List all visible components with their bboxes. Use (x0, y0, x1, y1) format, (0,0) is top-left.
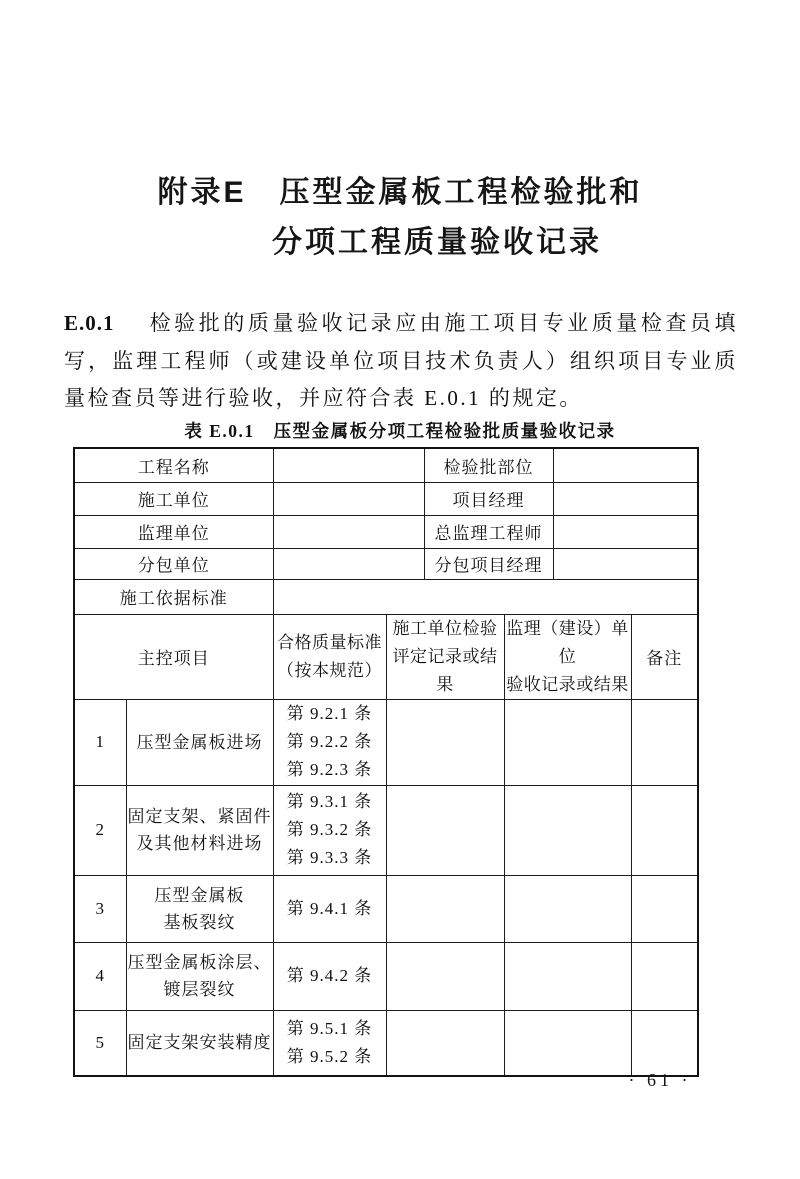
info-value-cell (273, 515, 424, 548)
basis-value-cell (273, 579, 698, 614)
row-contractor-cell (386, 699, 504, 785)
table-header-row (74, 614, 698, 699)
table-caption: 表 E.0.1 压型金属板分项工程检验批质量验收记录 (184, 421, 616, 441)
info-label-cell: 分包项目经理 (424, 548, 553, 579)
row-item-cell: 压型金属板 基板裂纹 (126, 875, 273, 942)
info-value-cell (273, 548, 424, 579)
table-row (74, 1010, 698, 1076)
info-row (74, 482, 698, 515)
row-item-cell: 压型金属板进场 (126, 699, 273, 785)
header-item-column: 主控项目 (74, 614, 273, 699)
row-standard-cell: 第 9.2.1 条 第 9.2.2 条 第 9.2.3 条 (273, 699, 386, 785)
row-no-cell: 1 (74, 699, 126, 785)
row-standard-cell: 第 9.4.1 条 (273, 875, 386, 942)
row-remarks-cell (631, 942, 698, 1010)
info-value-cell (273, 448, 424, 482)
row-no-cell: 3 (74, 875, 126, 942)
info-label-cell: 分包单位 (74, 548, 273, 579)
row-supervisor-cell (504, 942, 631, 1010)
row-no-cell: 4 (74, 942, 126, 1010)
row-supervisor-cell (504, 1010, 631, 1076)
clause-text: 检验批的质量验收记录应由施工项目专业质量检查员填写，监理工程师（或建设单位项目技术负责人）组织项目专业质量检查员等进行验收，并应符合表 E.0.1 的规定。 (64, 311, 738, 410)
clause-number: E.0.1 (64, 311, 115, 335)
row-item-cell: 压型金属板涂层、 镀层裂纹 (126, 942, 273, 1010)
row-contractor-cell (386, 875, 504, 942)
row-standard-cell: 第 9.5.1 条 第 9.5.2 条 (273, 1010, 386, 1076)
info-value-cell (553, 515, 698, 548)
row-supervisor-cell (504, 785, 631, 875)
row-standard-cell: 第 9.4.2 条 (273, 942, 386, 1010)
table-row (74, 942, 698, 1010)
title-line-2: 分项工程质量验收记录 (272, 226, 602, 259)
acceptance-table (73, 447, 699, 1077)
table-row (74, 875, 698, 942)
title-line-1: 附录E 压型金属板工程检验批和 (157, 176, 643, 209)
info-value-cell (553, 482, 698, 515)
row-remarks-cell (631, 699, 698, 785)
clause-paragraph (64, 305, 738, 418)
header-contractor-column: 施工单位检验 评定记录或结果 (386, 614, 504, 699)
basis-label-cell: 施工依据标准 (74, 579, 273, 614)
info-row (74, 448, 698, 482)
info-row (74, 515, 698, 548)
row-contractor-cell (386, 942, 504, 1010)
row-item-cell: 固定支架、紧固件 及其他材料进场 (126, 785, 273, 875)
page-number: · 61 · (628, 1070, 692, 1090)
info-label-cell: 总监理工程师 (424, 515, 553, 548)
info-label-cell: 工程名称 (74, 448, 273, 482)
row-standard-cell: 第 9.3.1 条 第 9.3.2 条 第 9.3.3 条 (273, 785, 386, 875)
info-label-cell: 施工单位 (74, 482, 273, 515)
table-row (74, 699, 698, 785)
row-contractor-cell (386, 1010, 504, 1076)
info-label-cell: 检验批部位 (424, 448, 553, 482)
row-no-cell: 2 (74, 785, 126, 875)
row-remarks-cell (631, 785, 698, 875)
row-remarks-cell (631, 1010, 698, 1076)
basis-row (74, 579, 698, 614)
row-item-cell: 固定支架安装精度 (126, 1010, 273, 1076)
acceptance-table-container (73, 447, 699, 1077)
info-value-cell (273, 482, 424, 515)
row-supervisor-cell (504, 699, 631, 785)
info-value-cell (553, 548, 698, 579)
info-value-cell (553, 448, 698, 482)
info-label-cell: 监理单位 (74, 515, 273, 548)
row-remarks-cell (631, 875, 698, 942)
header-standard-column: 合格质量标准 （按本规范） (273, 614, 386, 699)
header-remarks-column: 备注 (631, 614, 698, 699)
row-supervisor-cell (504, 875, 631, 942)
header-supervisor-column: 监理（建设）单位 验收记录或结果 (504, 614, 631, 699)
row-no-cell: 5 (74, 1010, 126, 1076)
row-contractor-cell (386, 785, 504, 875)
info-row (74, 548, 698, 579)
page-title (0, 168, 800, 268)
info-label-cell: 项目经理 (424, 482, 553, 515)
table-row (74, 785, 698, 875)
